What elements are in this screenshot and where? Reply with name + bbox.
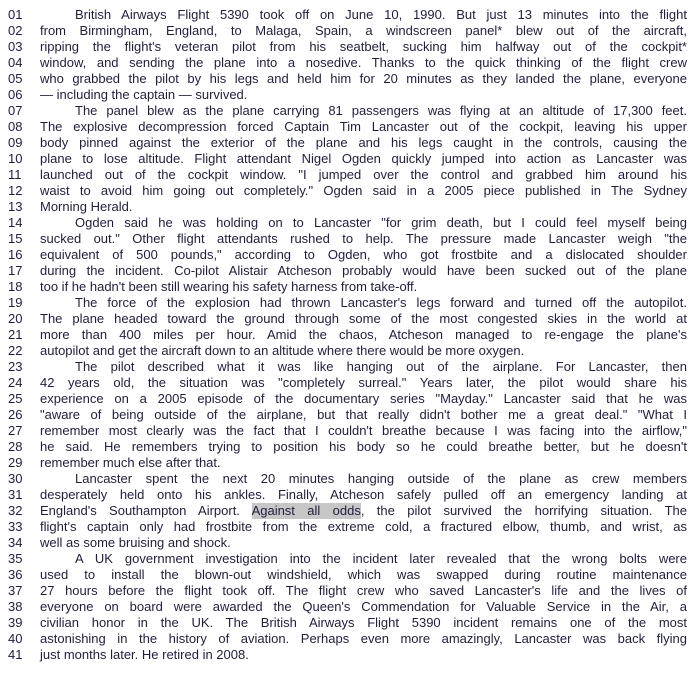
line-text: during the incident. Co-pilot Alistair Atcheson probably would have been sucked out of the plane bbox=[40, 263, 687, 278]
text-segment: , the pilot survived the horrifying situation. The bbox=[360, 503, 688, 518]
text-line bbox=[0, 519, 694, 535]
line-number: 07 bbox=[8, 103, 23, 118]
line-number: 10 bbox=[8, 151, 23, 166]
text-line bbox=[0, 279, 694, 295]
text-line bbox=[0, 135, 694, 151]
text-line bbox=[0, 343, 694, 359]
line-number: 19 bbox=[8, 295, 23, 310]
line-number: 34 bbox=[8, 535, 23, 550]
line-text: equivalent of 500 pounds," according to Ogden, who got frostbite and a dislocated shoulder bbox=[40, 247, 687, 262]
line-text: 42 years old, the situation was "completely surreal." Years later, the pilot would share his bbox=[40, 375, 687, 390]
text-line bbox=[0, 263, 694, 279]
line-text: A UK government investigation into the incident later revealed that the wrong bolts were bbox=[75, 551, 687, 566]
line-text: plane to lose altitude. Flight attendant Nigel Ogden quickly jumped into action as Lancaster was bbox=[40, 151, 687, 166]
text-line bbox=[0, 503, 694, 519]
line-text: Morning Herald. bbox=[40, 199, 133, 214]
text-line bbox=[0, 39, 694, 55]
text-line bbox=[0, 103, 694, 119]
line-number: 03 bbox=[8, 39, 23, 54]
line-number: 32 bbox=[8, 503, 23, 518]
text-line bbox=[0, 199, 694, 215]
text-line bbox=[0, 119, 694, 135]
line-number: 17 bbox=[8, 263, 23, 278]
line-number: 33 bbox=[8, 519, 23, 534]
line-number: 22 bbox=[8, 343, 23, 358]
line-number: 25 bbox=[8, 391, 23, 406]
line-number: 27 bbox=[8, 423, 23, 438]
text-line bbox=[0, 391, 694, 407]
line-text: everyone on board were awarded the Queen's Commendation for Valuable Service in the Air, a bbox=[40, 599, 687, 614]
line-text: ripping the flight's veteran pilot from his seatbelt, sucking him halfway out of the cockpit* bbox=[40, 39, 687, 54]
line-text: used to install the blown-out windshield, which was swapped during routine maintenance bbox=[40, 567, 687, 582]
text-line bbox=[0, 487, 694, 503]
text-line bbox=[0, 583, 694, 599]
line-text: Ogden said he was holding on to Lancaster "for grim death, but I could feel myself being bbox=[75, 215, 687, 230]
line-text: The panel blew as the plane carrying 81 passengers was flying at an altitude of 17,300 feet. bbox=[75, 103, 687, 118]
line-text: The plane headed toward the ground through some of the most congested skies in the world at bbox=[40, 311, 687, 326]
line-text: well as some bruising and shock. bbox=[40, 535, 231, 550]
line-text: from Birmingham, England, to Malaga, Spain, a windscreen panel* blew out of the aircraft, bbox=[40, 23, 687, 38]
line-number: 30 bbox=[8, 471, 23, 486]
text-line bbox=[0, 375, 694, 391]
text-line bbox=[0, 151, 694, 167]
line-number: 04 bbox=[8, 55, 23, 70]
line-text: too if he hadn't been still wearing his safety harness from take-off. bbox=[40, 279, 418, 294]
text-line bbox=[0, 183, 694, 199]
line-number: 31 bbox=[8, 487, 23, 502]
line-text: sucked out." Other flight attendants rushed to help. The pressure made Lancaster weigh "the bbox=[40, 231, 687, 246]
line-text: The explosive decompression forced Captain Tim Lancaster out of the cockpit, leaving his upper bbox=[40, 119, 687, 134]
text-line bbox=[0, 295, 694, 311]
line-text: astonishing in the history of aviation. Perhaps even more amazingly, Lancaster was back flying bbox=[40, 631, 687, 646]
line-number: 20 bbox=[8, 311, 23, 326]
line-number: 37 bbox=[8, 583, 23, 598]
line-number: 21 bbox=[8, 327, 23, 342]
text-line bbox=[0, 599, 694, 615]
line-number: 28 bbox=[8, 439, 23, 454]
line-number: 08 bbox=[8, 119, 23, 134]
line-text: remember much else after that. bbox=[40, 455, 221, 470]
text-line bbox=[0, 215, 694, 231]
line-number: 09 bbox=[8, 135, 23, 150]
line-text: window, and sending the plane into a nosedive. Thanks to the quick thinking of the flight crew bbox=[40, 55, 687, 70]
line-number: 38 bbox=[8, 599, 23, 614]
text-line bbox=[0, 439, 694, 455]
line-number: 24 bbox=[8, 375, 23, 390]
line-number: 29 bbox=[8, 455, 23, 470]
line-text: civilian honor in the UK. The British Airways Flight 5390 incident remains one of the most bbox=[40, 615, 687, 630]
text-line bbox=[0, 247, 694, 263]
text-line bbox=[0, 407, 694, 423]
line-text: desperately held onto his ankles. Finally, Atcheson safely pulled off an emergency landing at bbox=[40, 487, 687, 502]
text-line bbox=[0, 23, 694, 39]
line-number: 14 bbox=[8, 215, 23, 230]
text-line bbox=[0, 615, 694, 631]
line-number: 11 bbox=[8, 167, 22, 182]
text-line bbox=[0, 359, 694, 375]
line-number: 12 bbox=[8, 183, 23, 198]
line-number: 16 bbox=[8, 247, 23, 262]
text-line bbox=[0, 551, 694, 567]
text-line bbox=[0, 55, 694, 71]
line-text: "aware of being outside of the airplane, but that really didn't bother me a great deal." "What I bbox=[40, 407, 687, 422]
line-number: 13 bbox=[8, 199, 23, 214]
text-line bbox=[0, 535, 694, 551]
line-text: waist to avoid him going out completely." Ogden said in a 2005 piece published in The Sydney bbox=[40, 183, 687, 198]
line-text: The force of the explosion had thrown Lancaster's legs forward and turned off the autopilot. bbox=[75, 295, 687, 310]
line-text: 27 hours before the flight took off. The flight crew who saved Lancaster's life and the lives of bbox=[40, 583, 687, 598]
line-number: 39 bbox=[8, 615, 23, 630]
line-text: experience on a 2005 episode of the documentary series "Mayday." Lancaster said that he was bbox=[40, 391, 687, 406]
text-line bbox=[0, 471, 694, 487]
line-text: remember most clearly was the fact that I couldn't breathe because I was facing into the airflow," bbox=[40, 423, 687, 438]
line-number: 40 bbox=[8, 631, 23, 646]
line-number: 05 bbox=[8, 71, 23, 86]
text-line bbox=[0, 327, 694, 343]
text-line bbox=[0, 423, 694, 439]
text-line bbox=[0, 647, 694, 663]
line-number: 36 bbox=[8, 567, 23, 582]
text-line bbox=[0, 631, 694, 647]
text-line bbox=[0, 71, 694, 87]
text-line bbox=[0, 311, 694, 327]
line-number: 23 bbox=[8, 359, 23, 374]
line-text: flight's captain only had frostbite from the extreme cold, a fractured elbow, thumb, and wrist, as bbox=[40, 519, 687, 534]
line-text: more than 400 miles per hour. Amid the chaos, Atcheson managed to re-engage the plane's bbox=[40, 327, 687, 342]
text-line bbox=[0, 455, 694, 471]
line-text: Lancaster spent the next 20 minutes hanging outside of the plane as crew members bbox=[75, 471, 687, 486]
line-number: 26 bbox=[8, 407, 23, 422]
line-number: 18 bbox=[8, 279, 23, 294]
line-number: 01 bbox=[8, 7, 23, 22]
text-line bbox=[0, 231, 694, 247]
line-number: 35 bbox=[8, 551, 23, 566]
line-text: body pinned against the exterior of the plane and his legs caught in the controls, causing the bbox=[40, 135, 687, 150]
line-text: just months later. He retired in 2008. bbox=[40, 647, 249, 662]
text-line bbox=[0, 567, 694, 583]
line-number: 15 bbox=[8, 231, 23, 246]
highlighted-phrase: Against all odds bbox=[251, 503, 361, 518]
line-text: The pilot described what it was like hanging out of the airplane. For Lancaster, then bbox=[75, 359, 687, 374]
line-text: British Airways Flight 5390 took off on June 10, 1990. But just 13 minutes into the flight bbox=[75, 7, 687, 22]
line-text: he said. He remembers trying to position his body so he could breathe better, but he doesn't bbox=[40, 439, 687, 454]
text-line bbox=[0, 87, 694, 103]
line-number: 02 bbox=[8, 23, 23, 38]
text-line bbox=[0, 7, 694, 23]
line-number: 06 bbox=[8, 87, 23, 102]
line-text bbox=[40, 503, 687, 519]
line-text: — including the captain — survived. bbox=[40, 87, 248, 102]
line-number: 41 bbox=[8, 647, 23, 662]
text-line bbox=[0, 167, 694, 183]
line-text: launched out of the cockpit window. "I jumped over the control and grabbed him around his bbox=[40, 167, 687, 182]
line-text: autopilot and get the aircraft down to an altitude where there would be more oxygen. bbox=[40, 343, 525, 358]
line-text: who grabbed the pilot by his legs and held him for 20 minutes as they landed the plane, everyone bbox=[40, 71, 687, 86]
text-segment: England's Southampton Airport. bbox=[40, 503, 252, 518]
